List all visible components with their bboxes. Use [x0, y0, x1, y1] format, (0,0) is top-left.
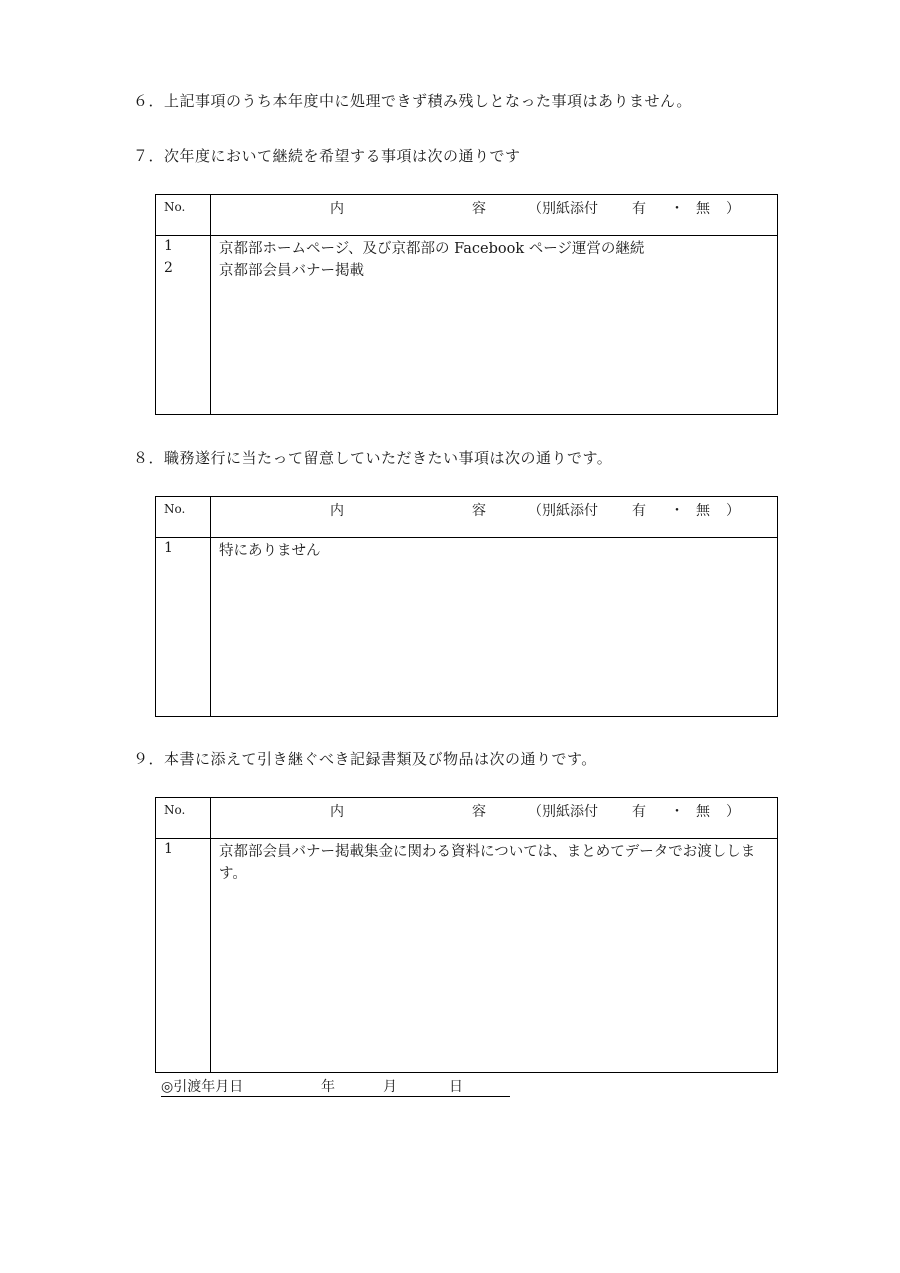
handover-records-table — [155, 797, 778, 1073]
header-attachment-label: （別紙添付 — [528, 503, 598, 519]
header-attachment-yes: 有 — [632, 503, 646, 519]
handover-date-month: 月 — [383, 1079, 397, 1095]
header-separator-dot: ・ — [670, 804, 684, 820]
row-text: 京都部会員バナー掲載集金に関わる資料については、まとめてデータでお渡しします。 — [219, 844, 756, 882]
row-text: 京都部会員バナー掲載 — [219, 263, 364, 279]
header-content-2: 容 — [472, 804, 486, 820]
continuation-items-table — [155, 194, 778, 415]
row-number: 1 — [164, 238, 173, 254]
table-header — [156, 195, 777, 236]
header-content-2: 容 — [472, 503, 486, 519]
table-body — [156, 841, 777, 885]
header-attachment-no: 無 — [696, 201, 710, 217]
header-content-1: 内 — [330, 201, 344, 217]
section-9-heading: ９．本書に添えて引き継ぐべき記録書類及び物品は次の通りです。 — [133, 750, 597, 768]
row-number: 1 — [164, 540, 173, 556]
table-header — [156, 497, 777, 538]
header-close-paren: ） — [726, 201, 740, 217]
handover-date-day: 日 — [449, 1079, 463, 1095]
notes-table — [155, 496, 778, 717]
header-attachment-label: （別紙添付 — [528, 804, 598, 820]
header-separator-dot: ・ — [670, 201, 684, 217]
header-content-2: 容 — [472, 201, 486, 217]
row-text: 京都部ホームページ、及び京都部の Facebook ページ運営の継続 — [219, 241, 645, 257]
section-6-heading: ６．上記事項のうち本年度中に処理できず積み残しとなった事項はありません。 — [133, 92, 692, 110]
row-number: 1 — [164, 841, 173, 857]
table-header — [156, 798, 777, 839]
handover-date-year: 年 — [321, 1079, 335, 1095]
header-content-1: 内 — [330, 503, 344, 519]
table-row — [156, 238, 777, 260]
column-divider — [210, 798, 211, 1072]
section-8-heading: ８．職務遂行に当たって留意していただきたい事項は次の通りです。 — [133, 449, 613, 467]
header-no: No. — [164, 803, 186, 817]
handover-date-label: ◎引渡年月日 — [161, 1079, 244, 1095]
header-close-paren: ） — [726, 804, 740, 820]
header-no: No. — [164, 200, 186, 214]
header-separator-dot: ・ — [670, 503, 684, 519]
header-attachment-no: 無 — [696, 503, 710, 519]
table-body — [156, 238, 777, 282]
table-row — [156, 260, 777, 282]
row-text: 特にありません — [219, 543, 321, 559]
header-attachment-label: （別紙添付 — [528, 201, 598, 217]
row-number: 2 — [164, 260, 173, 276]
header-close-paren: ） — [726, 503, 740, 519]
section-7-heading: ７．次年度において継続を希望する事項は次の通りです — [133, 147, 521, 165]
header-attachment-no: 無 — [696, 804, 710, 820]
table-row — [156, 540, 777, 562]
table-body — [156, 540, 777, 562]
table-row — [156, 841, 777, 885]
handover-date-line — [161, 1076, 510, 1097]
header-no: No. — [164, 502, 186, 516]
header-attachment-yes: 有 — [632, 804, 646, 820]
header-attachment-yes: 有 — [632, 201, 646, 217]
header-content-1: 内 — [330, 804, 344, 820]
